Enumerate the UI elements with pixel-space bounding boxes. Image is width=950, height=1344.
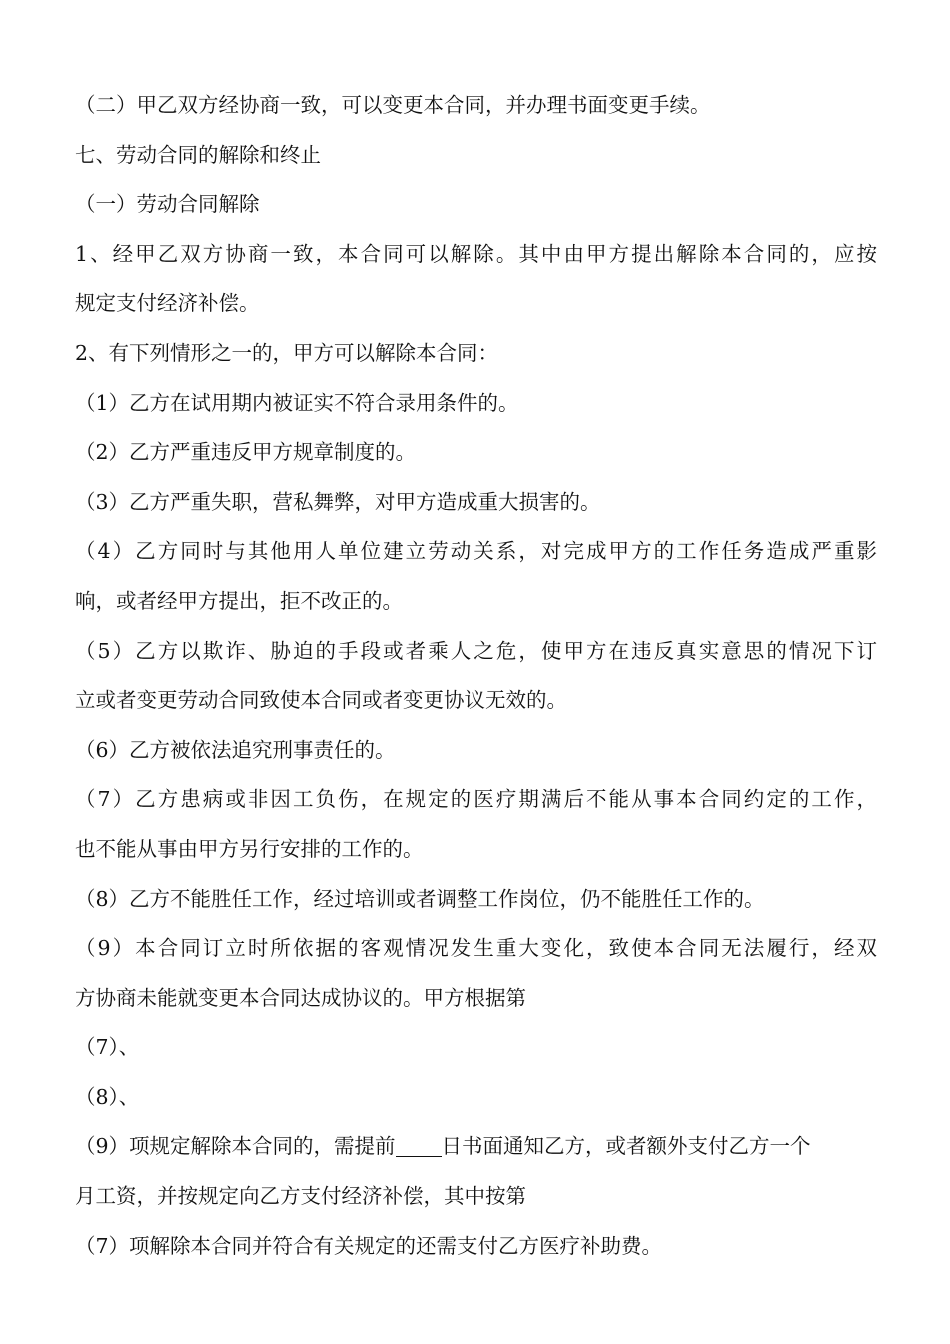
notice-clause-line: [75, 1122, 877, 1172]
notice-text-before: （9）项规定解除本合同的，需提前: [75, 1134, 396, 1159]
clause-line-19: 方协商未能就变更本合同达成协议的。甲方根据第: [75, 985, 526, 1010]
section-heading-termination: 七、劳动合同的解除和终止: [75, 142, 321, 167]
clause-line-16: 也不能从事由甲方另行安排的工作的。: [75, 836, 424, 861]
clause-line-10: （4）乙方同时与其他用人单位建立劳动关系，对完成甲方的工作任务造成严重影: [75, 539, 877, 564]
clause-line-21: （8）、: [75, 1084, 140, 1109]
clause-line-13: 立或者变更劳动合同致使本合同或者变更协议无效的。: [75, 688, 567, 713]
clause-line-18: （9）本合同订立时所依据的客观情况发生重大变化，致使本合同无法履行，经双: [75, 936, 877, 961]
notice-text-after: 日书面通知乙方，或者额外支付乙方一个: [441, 1134, 811, 1159]
clause-line-11: 响，或者经甲方提出，拒不改正的。: [75, 588, 403, 613]
clause-line-17: （8）乙方不能胜任工作，经过培训或者调整工作岗位，仍不能胜任工作的。: [75, 886, 765, 911]
clause-line-15: （7）乙方患病或非因工负伤，在规定的医疗期满后不能从事本合同约定的工作，: [75, 787, 877, 812]
clause-line-6: 2、有下列情形之一的，甲方可以解除本合同：: [75, 340, 499, 365]
clause-line-7: （1）乙方在试用期内被证实不符合录用条件的。: [75, 390, 519, 415]
clause-line-1: （二）甲乙双方经协商一致，可以变更本合同，并办理书面变更手续。: [75, 93, 711, 117]
clause-line-4: 1、经甲乙双方协商一致，本合同可以解除。其中由甲方提出解除本合同的，应按: [75, 241, 877, 266]
clause-line-23: 月工资，并按规定向乙方支付经济补偿，其中按第: [75, 1184, 526, 1209]
contract-text: [75, 81, 877, 1271]
clause-line-8: （2）乙方严重违反甲方规章制度的。: [75, 440, 417, 465]
clause-line-24: （7）项解除本合同并符合有关规定的还需支付乙方医疗补助费。: [75, 1233, 663, 1258]
clause-line-20: （7）、: [75, 1035, 140, 1060]
clause-line-12: （5）乙方以欺诈、胁迫的手段或者乘人之危，使甲方在违反真实意思的情况下订: [75, 638, 877, 663]
clause-line-14: （6）乙方被依法追究刑事责任的。: [75, 737, 396, 762]
clause-line-5: 规定支付经济补偿。: [75, 291, 260, 316]
clause-line-9: （3）乙方严重失职，营私舞弊，对甲方造成重大损害的。: [75, 489, 601, 514]
subsection-heading-dissolution: （一）劳动合同解除: [75, 192, 260, 217]
notice-days-blank: [396, 1133, 442, 1157]
